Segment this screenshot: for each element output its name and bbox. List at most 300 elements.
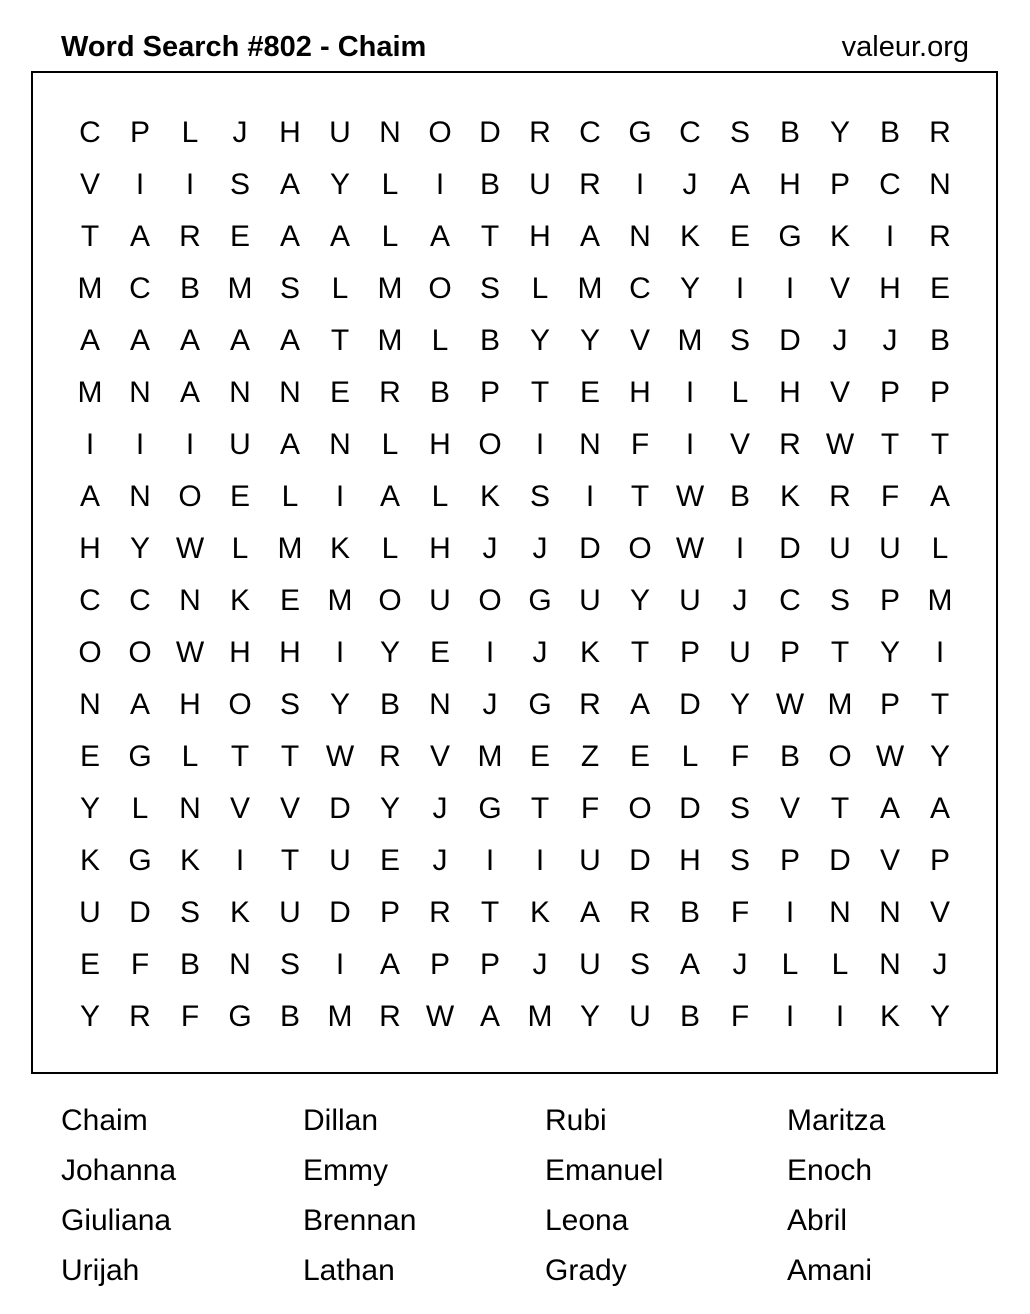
grid-letter[interactable]: P	[479, 948, 500, 981]
grid-letter[interactable]: H	[629, 376, 651, 409]
grid-letter[interactable]: A	[879, 792, 900, 825]
grid-letter[interactable]: A	[379, 480, 400, 513]
grid-letter[interactable]: M	[77, 376, 103, 409]
grid-letter[interactable]: U	[329, 116, 351, 149]
grid-letter[interactable]: O	[478, 428, 502, 461]
grid-letter[interactable]: J	[932, 948, 948, 981]
grid-letter[interactable]: L	[731, 376, 749, 409]
grid-letter[interactable]: I	[85, 428, 95, 461]
grid-letter[interactable]: O	[628, 532, 652, 565]
grid-letter[interactable]: I	[185, 168, 195, 201]
grid-letter[interactable]: U	[79, 896, 101, 929]
grid-letter[interactable]: E	[279, 584, 300, 617]
grid-letter[interactable]: W	[875, 740, 905, 773]
grid-letter[interactable]: K	[479, 480, 500, 513]
grid-letter[interactable]: C	[879, 168, 901, 201]
grid-letter[interactable]: M	[327, 584, 353, 617]
grid-letter[interactable]: J	[882, 324, 898, 357]
grid-letter[interactable]: J	[532, 948, 548, 981]
grid-letter[interactable]: U	[729, 636, 751, 669]
grid-letter[interactable]: A	[129, 220, 150, 253]
grid-letter[interactable]: Y	[79, 1000, 100, 1033]
grid-letter[interactable]: R	[379, 376, 401, 409]
grid-letter[interactable]: V	[629, 324, 650, 357]
grid-letter[interactable]: H	[279, 116, 301, 149]
grid-letter[interactable]: Y	[379, 636, 400, 669]
grid-letter[interactable]: H	[279, 636, 301, 669]
grid-letter[interactable]: A	[229, 324, 250, 357]
grid-letter[interactable]: Y	[129, 532, 150, 565]
grid-letter[interactable]: Y	[529, 324, 550, 357]
grid-letter[interactable]: A	[929, 480, 950, 513]
grid-letter[interactable]: B	[679, 896, 700, 929]
grid-letter[interactable]: H	[429, 532, 451, 565]
grid-letter[interactable]: R	[379, 1000, 401, 1033]
grid-letter[interactable]: A	[379, 948, 400, 981]
grid-letter[interactable]: L	[131, 792, 149, 825]
grid-letter[interactable]: P	[129, 116, 150, 149]
grid-letter[interactable]: I	[885, 220, 895, 253]
grid-letter[interactable]: A	[329, 220, 350, 253]
grid-letter[interactable]: K	[329, 532, 350, 565]
grid-letter[interactable]: L	[931, 532, 949, 565]
grid-letter[interactable]: A	[179, 324, 200, 357]
grid-letter[interactable]: J	[832, 324, 848, 357]
grid-letter[interactable]: H	[679, 844, 701, 877]
grid-letter[interactable]: A	[629, 688, 650, 721]
grid-letter[interactable]: K	[229, 584, 250, 617]
grid-letter[interactable]: G	[628, 116, 652, 149]
grid-letter[interactable]: Y	[379, 792, 400, 825]
grid-letter[interactable]: C	[129, 584, 151, 617]
grid-letter[interactable]: K	[679, 220, 700, 253]
grid-letter[interactable]: S	[179, 896, 200, 929]
grid-letter[interactable]: N	[279, 376, 301, 409]
grid-letter[interactable]: N	[429, 688, 451, 721]
grid-letter[interactable]: A	[279, 324, 300, 357]
grid-letter[interactable]: Y	[329, 168, 350, 201]
grid-letter[interactable]: V	[429, 740, 450, 773]
grid-letter[interactable]: U	[579, 584, 601, 617]
grid-letter[interactable]: T	[230, 740, 250, 773]
grid-letter[interactable]: Z	[580, 740, 600, 773]
grid-letter[interactable]: M	[377, 324, 403, 357]
grid-letter[interactable]: G	[478, 792, 502, 825]
grid-letter[interactable]: K	[79, 844, 100, 877]
grid-letter[interactable]: H	[179, 688, 201, 721]
grid-letter[interactable]: P	[679, 636, 700, 669]
grid-letter[interactable]: S	[729, 844, 750, 877]
grid-letter[interactable]: I	[185, 428, 195, 461]
grid-letter[interactable]: T	[830, 636, 850, 669]
grid-letter[interactable]: U	[629, 1000, 651, 1033]
grid-letter[interactable]: S	[729, 792, 750, 825]
grid-letter[interactable]: F	[730, 740, 750, 773]
grid-letter[interactable]: I	[485, 636, 495, 669]
grid-letter[interactable]: V	[879, 844, 900, 877]
grid-letter[interactable]: I	[135, 168, 145, 201]
grid-letter[interactable]: T	[80, 220, 100, 253]
grid-letter[interactable]: S	[629, 948, 650, 981]
grid-letter[interactable]: W	[775, 688, 805, 721]
grid-letter[interactable]: G	[528, 584, 552, 617]
grid-letter[interactable]: B	[729, 480, 750, 513]
grid-letter[interactable]: I	[735, 532, 745, 565]
grid-letter[interactable]: Y	[79, 792, 100, 825]
grid-letter[interactable]: C	[79, 584, 101, 617]
grid-letter[interactable]: F	[880, 480, 900, 513]
grid-letter[interactable]: L	[181, 740, 199, 773]
grid-letter[interactable]: S	[729, 324, 750, 357]
grid-letter[interactable]: N	[629, 220, 651, 253]
grid-letter[interactable]: W	[325, 740, 355, 773]
grid-letter[interactable]: V	[729, 428, 750, 461]
grid-letter[interactable]: L	[181, 116, 199, 149]
grid-letter[interactable]: Y	[729, 688, 750, 721]
grid-letter[interactable]: E	[79, 740, 100, 773]
grid-letter[interactable]: N	[879, 896, 901, 929]
grid-letter[interactable]: Y	[679, 272, 700, 305]
grid-letter[interactable]: R	[529, 116, 551, 149]
grid-letter[interactable]: W	[175, 532, 205, 565]
grid-letter[interactable]: O	[128, 636, 152, 669]
grid-letter[interactable]: R	[429, 896, 451, 929]
grid-letter[interactable]: E	[229, 220, 250, 253]
grid-letter[interactable]: K	[579, 636, 600, 669]
grid-letter[interactable]: E	[79, 948, 100, 981]
grid-letter[interactable]: H	[229, 636, 251, 669]
grid-letter[interactable]: L	[331, 272, 349, 305]
grid-letter[interactable]: J	[732, 584, 748, 617]
grid-letter[interactable]: J	[682, 168, 698, 201]
grid-letter[interactable]: Y	[629, 584, 650, 617]
grid-letter[interactable]: B	[879, 116, 900, 149]
grid-letter[interactable]: H	[779, 376, 801, 409]
grid-letter[interactable]: N	[179, 792, 201, 825]
grid-letter[interactable]: K	[529, 896, 550, 929]
grid-letter[interactable]: A	[79, 480, 100, 513]
grid-letter[interactable]: J	[532, 532, 548, 565]
grid-letter[interactable]: W	[675, 480, 705, 513]
grid-letter[interactable]: I	[685, 376, 695, 409]
grid-letter[interactable]: J	[532, 636, 548, 669]
grid-letter[interactable]: I	[585, 480, 595, 513]
grid-letter[interactable]: M	[927, 584, 953, 617]
grid-letter[interactable]: P	[429, 948, 450, 981]
grid-letter[interactable]: B	[429, 376, 450, 409]
grid-letter[interactable]: G	[228, 1000, 252, 1033]
grid-letter[interactable]: P	[929, 844, 950, 877]
grid-letter[interactable]: J	[482, 688, 498, 721]
grid-letter[interactable]: N	[329, 428, 351, 461]
grid-letter[interactable]: O	[428, 272, 452, 305]
grid-letter[interactable]: Y	[929, 1000, 950, 1033]
grid-letter[interactable]: N	[229, 376, 251, 409]
grid-letter[interactable]: V	[79, 168, 100, 201]
grid-letter[interactable]: R	[629, 896, 651, 929]
grid-letter[interactable]: I	[635, 168, 645, 201]
grid-letter[interactable]: F	[630, 428, 650, 461]
grid-letter[interactable]: I	[785, 896, 795, 929]
grid-letter[interactable]: V	[779, 792, 800, 825]
grid-letter[interactable]: R	[179, 220, 201, 253]
grid-letter[interactable]: B	[479, 168, 500, 201]
grid-letter[interactable]: J	[482, 532, 498, 565]
grid-letter[interactable]: I	[335, 636, 345, 669]
grid-letter[interactable]: T	[480, 220, 500, 253]
grid-letter[interactable]: D	[479, 116, 501, 149]
grid-letter[interactable]: I	[335, 480, 345, 513]
grid-letter[interactable]: B	[379, 688, 400, 721]
grid-letter[interactable]: M	[577, 272, 603, 305]
grid-letter[interactable]: F	[730, 896, 750, 929]
grid-letter[interactable]: I	[135, 428, 145, 461]
grid-letter[interactable]: N	[79, 688, 101, 721]
grid-letter[interactable]: F	[130, 948, 150, 981]
grid-letter[interactable]: S	[729, 116, 750, 149]
grid-letter[interactable]: Y	[579, 324, 600, 357]
grid-letter[interactable]: C	[579, 116, 601, 149]
grid-letter[interactable]: G	[528, 688, 552, 721]
grid-letter[interactable]: O	[478, 584, 502, 617]
grid-letter[interactable]: T	[530, 792, 550, 825]
grid-letter[interactable]: I	[435, 168, 445, 201]
grid-letter[interactable]: N	[129, 376, 151, 409]
grid-letter[interactable]: S	[229, 168, 250, 201]
grid-letter[interactable]: H	[779, 168, 801, 201]
grid-letter[interactable]: D	[779, 324, 801, 357]
grid-letter[interactable]: U	[279, 896, 301, 929]
grid-letter[interactable]: I	[685, 428, 695, 461]
grid-letter[interactable]: G	[778, 220, 802, 253]
grid-letter[interactable]: A	[579, 220, 600, 253]
grid-letter[interactable]: U	[679, 584, 701, 617]
grid-letter[interactable]: P	[879, 584, 900, 617]
grid-letter[interactable]: I	[485, 844, 495, 877]
grid-letter[interactable]: T	[930, 688, 950, 721]
grid-letter[interactable]: Y	[829, 116, 850, 149]
grid-letter[interactable]: R	[779, 428, 801, 461]
grid-letter[interactable]: U	[429, 584, 451, 617]
grid-letter[interactable]: M	[677, 324, 703, 357]
grid-letter[interactable]: B	[279, 1000, 300, 1033]
grid-letter[interactable]: G	[128, 740, 152, 773]
grid-letter[interactable]: F	[180, 1000, 200, 1033]
grid-letter[interactable]: S	[529, 480, 550, 513]
grid-letter[interactable]: L	[381, 532, 399, 565]
grid-letter[interactable]: E	[379, 844, 400, 877]
grid-letter[interactable]: V	[929, 896, 950, 929]
grid-letter[interactable]: L	[231, 532, 249, 565]
grid-letter[interactable]: B	[929, 324, 950, 357]
grid-letter[interactable]: P	[879, 688, 900, 721]
grid-letter[interactable]: U	[579, 948, 601, 981]
grid-letter[interactable]: L	[831, 948, 849, 981]
grid-letter[interactable]: R	[929, 220, 951, 253]
grid-letter[interactable]: A	[279, 168, 300, 201]
grid-letter[interactable]: R	[929, 116, 951, 149]
grid-letter[interactable]: R	[379, 740, 401, 773]
grid-letter[interactable]: P	[829, 168, 850, 201]
grid-letter[interactable]: B	[679, 1000, 700, 1033]
grid-letter[interactable]: W	[175, 636, 205, 669]
grid-letter[interactable]: P	[779, 636, 800, 669]
grid-letter[interactable]: T	[280, 740, 300, 773]
grid-letter[interactable]: A	[129, 688, 150, 721]
grid-letter[interactable]: A	[729, 168, 750, 201]
grid-letter[interactable]: P	[379, 896, 400, 929]
grid-letter[interactable]: N	[129, 480, 151, 513]
grid-letter[interactable]: M	[527, 1000, 553, 1033]
grid-letter[interactable]: C	[629, 272, 651, 305]
grid-letter[interactable]: I	[535, 428, 545, 461]
grid-letter[interactable]: L	[281, 480, 299, 513]
grid-letter[interactable]: T	[930, 428, 950, 461]
grid-letter[interactable]: T	[630, 480, 650, 513]
grid-letter[interactable]: I	[785, 272, 795, 305]
grid-letter[interactable]: K	[779, 480, 800, 513]
grid-letter[interactable]: A	[929, 792, 950, 825]
grid-letter[interactable]: L	[781, 948, 799, 981]
grid-letter[interactable]: A	[429, 220, 450, 253]
grid-letter[interactable]: I	[935, 636, 945, 669]
grid-letter[interactable]: E	[579, 376, 600, 409]
grid-letter[interactable]: M	[377, 272, 403, 305]
grid-letter[interactable]: N	[579, 428, 601, 461]
grid-letter[interactable]: B	[179, 272, 200, 305]
grid-letter[interactable]: P	[879, 376, 900, 409]
grid-letter[interactable]: T	[480, 896, 500, 929]
grid-letter[interactable]: L	[431, 480, 449, 513]
grid-letter[interactable]: O	[628, 792, 652, 825]
grid-letter[interactable]: U	[329, 844, 351, 877]
grid-letter[interactable]: T	[530, 376, 550, 409]
grid-letter[interactable]: U	[579, 844, 601, 877]
grid-letter[interactable]: O	[228, 688, 252, 721]
grid-letter[interactable]: M	[477, 740, 503, 773]
grid-letter[interactable]: P	[779, 844, 800, 877]
grid-letter[interactable]: N	[879, 948, 901, 981]
grid-letter[interactable]: Y	[329, 688, 350, 721]
grid-letter[interactable]: H	[429, 428, 451, 461]
grid-letter[interactable]: S	[829, 584, 850, 617]
grid-letter[interactable]: O	[378, 584, 402, 617]
grid-letter[interactable]: Y	[579, 1000, 600, 1033]
grid-letter[interactable]: D	[779, 532, 801, 565]
grid-letter[interactable]: V	[229, 792, 250, 825]
grid-letter[interactable]: R	[579, 688, 601, 721]
grid-letter[interactable]: R	[829, 480, 851, 513]
grid-letter[interactable]: A	[679, 948, 700, 981]
grid-letter[interactable]: M	[277, 532, 303, 565]
grid-letter[interactable]: D	[829, 844, 851, 877]
grid-letter[interactable]: L	[381, 220, 399, 253]
grid-letter[interactable]: J	[232, 116, 248, 149]
grid-letter[interactable]: B	[179, 948, 200, 981]
grid-letter[interactable]: U	[229, 428, 251, 461]
grid-letter[interactable]: A	[579, 896, 600, 929]
grid-letter[interactable]: T	[280, 844, 300, 877]
grid-letter[interactable]: H	[79, 532, 101, 565]
grid-letter[interactable]: D	[629, 844, 651, 877]
grid-letter[interactable]: E	[229, 480, 250, 513]
grid-letter[interactable]: O	[428, 116, 452, 149]
grid-letter[interactable]: K	[879, 1000, 900, 1033]
grid-letter[interactable]: I	[735, 272, 745, 305]
grid-letter[interactable]: B	[779, 740, 800, 773]
grid-letter[interactable]: F	[730, 1000, 750, 1033]
grid-letter[interactable]: N	[379, 116, 401, 149]
grid-letter[interactable]: M	[77, 272, 103, 305]
grid-letter[interactable]: E	[629, 740, 650, 773]
grid-letter[interactable]: D	[679, 792, 701, 825]
grid-letter[interactable]: Y	[879, 636, 900, 669]
grid-letter[interactable]: S	[279, 948, 300, 981]
grid-letter[interactable]: D	[579, 532, 601, 565]
grid-letter[interactable]: U	[879, 532, 901, 565]
grid-letter[interactable]: M	[227, 272, 253, 305]
grid-letter[interactable]: W	[425, 1000, 455, 1033]
grid-letter[interactable]: D	[329, 896, 351, 929]
grid-letter[interactable]: P	[479, 376, 500, 409]
grid-letter[interactable]: I	[335, 948, 345, 981]
grid-letter[interactable]: L	[531, 272, 549, 305]
grid-letter[interactable]: S	[279, 272, 300, 305]
grid-letter[interactable]: I	[535, 844, 545, 877]
grid-letter[interactable]: W	[675, 532, 705, 565]
grid-letter[interactable]: A	[129, 324, 150, 357]
grid-letter[interactable]: A	[279, 220, 300, 253]
grid-letter[interactable]: L	[381, 168, 399, 201]
grid-letter[interactable]: S	[479, 272, 500, 305]
grid-letter[interactable]: L	[681, 740, 699, 773]
grid-letter[interactable]: B	[479, 324, 500, 357]
grid-letter[interactable]: A	[479, 1000, 500, 1033]
grid-letter[interactable]: I	[785, 1000, 795, 1033]
grid-letter[interactable]: V	[829, 376, 850, 409]
grid-letter[interactable]: K	[229, 896, 250, 929]
grid-letter[interactable]: L	[431, 324, 449, 357]
grid-letter[interactable]: C	[79, 116, 101, 149]
grid-letter[interactable]: B	[779, 116, 800, 149]
grid-letter[interactable]: J	[432, 844, 448, 877]
grid-letter[interactable]: L	[381, 428, 399, 461]
grid-letter[interactable]: T	[830, 792, 850, 825]
grid-letter[interactable]: H	[529, 220, 551, 253]
grid-letter[interactable]: W	[825, 428, 855, 461]
grid-letter[interactable]: C	[679, 116, 701, 149]
grid-letter[interactable]: O	[828, 740, 852, 773]
grid-letter[interactable]: D	[329, 792, 351, 825]
grid-letter[interactable]: U	[529, 168, 551, 201]
grid-letter[interactable]: N	[229, 948, 251, 981]
grid-letter[interactable]: A	[279, 428, 300, 461]
grid-letter[interactable]: O	[178, 480, 202, 513]
grid-letter[interactable]: N	[179, 584, 201, 617]
grid-letter[interactable]: V	[279, 792, 300, 825]
grid-letter[interactable]: M	[327, 1000, 353, 1033]
grid-letter[interactable]: P	[929, 376, 950, 409]
grid-letter[interactable]: N	[929, 168, 951, 201]
grid-letter[interactable]: M	[827, 688, 853, 721]
grid-letter[interactable]: A	[179, 376, 200, 409]
grid-letter[interactable]: K	[829, 220, 850, 253]
grid-letter[interactable]: A	[79, 324, 100, 357]
grid-letter[interactable]: R	[129, 1000, 151, 1033]
grid-letter[interactable]: C	[779, 584, 801, 617]
grid-letter[interactable]: E	[429, 636, 450, 669]
grid-letter[interactable]: D	[129, 896, 151, 929]
